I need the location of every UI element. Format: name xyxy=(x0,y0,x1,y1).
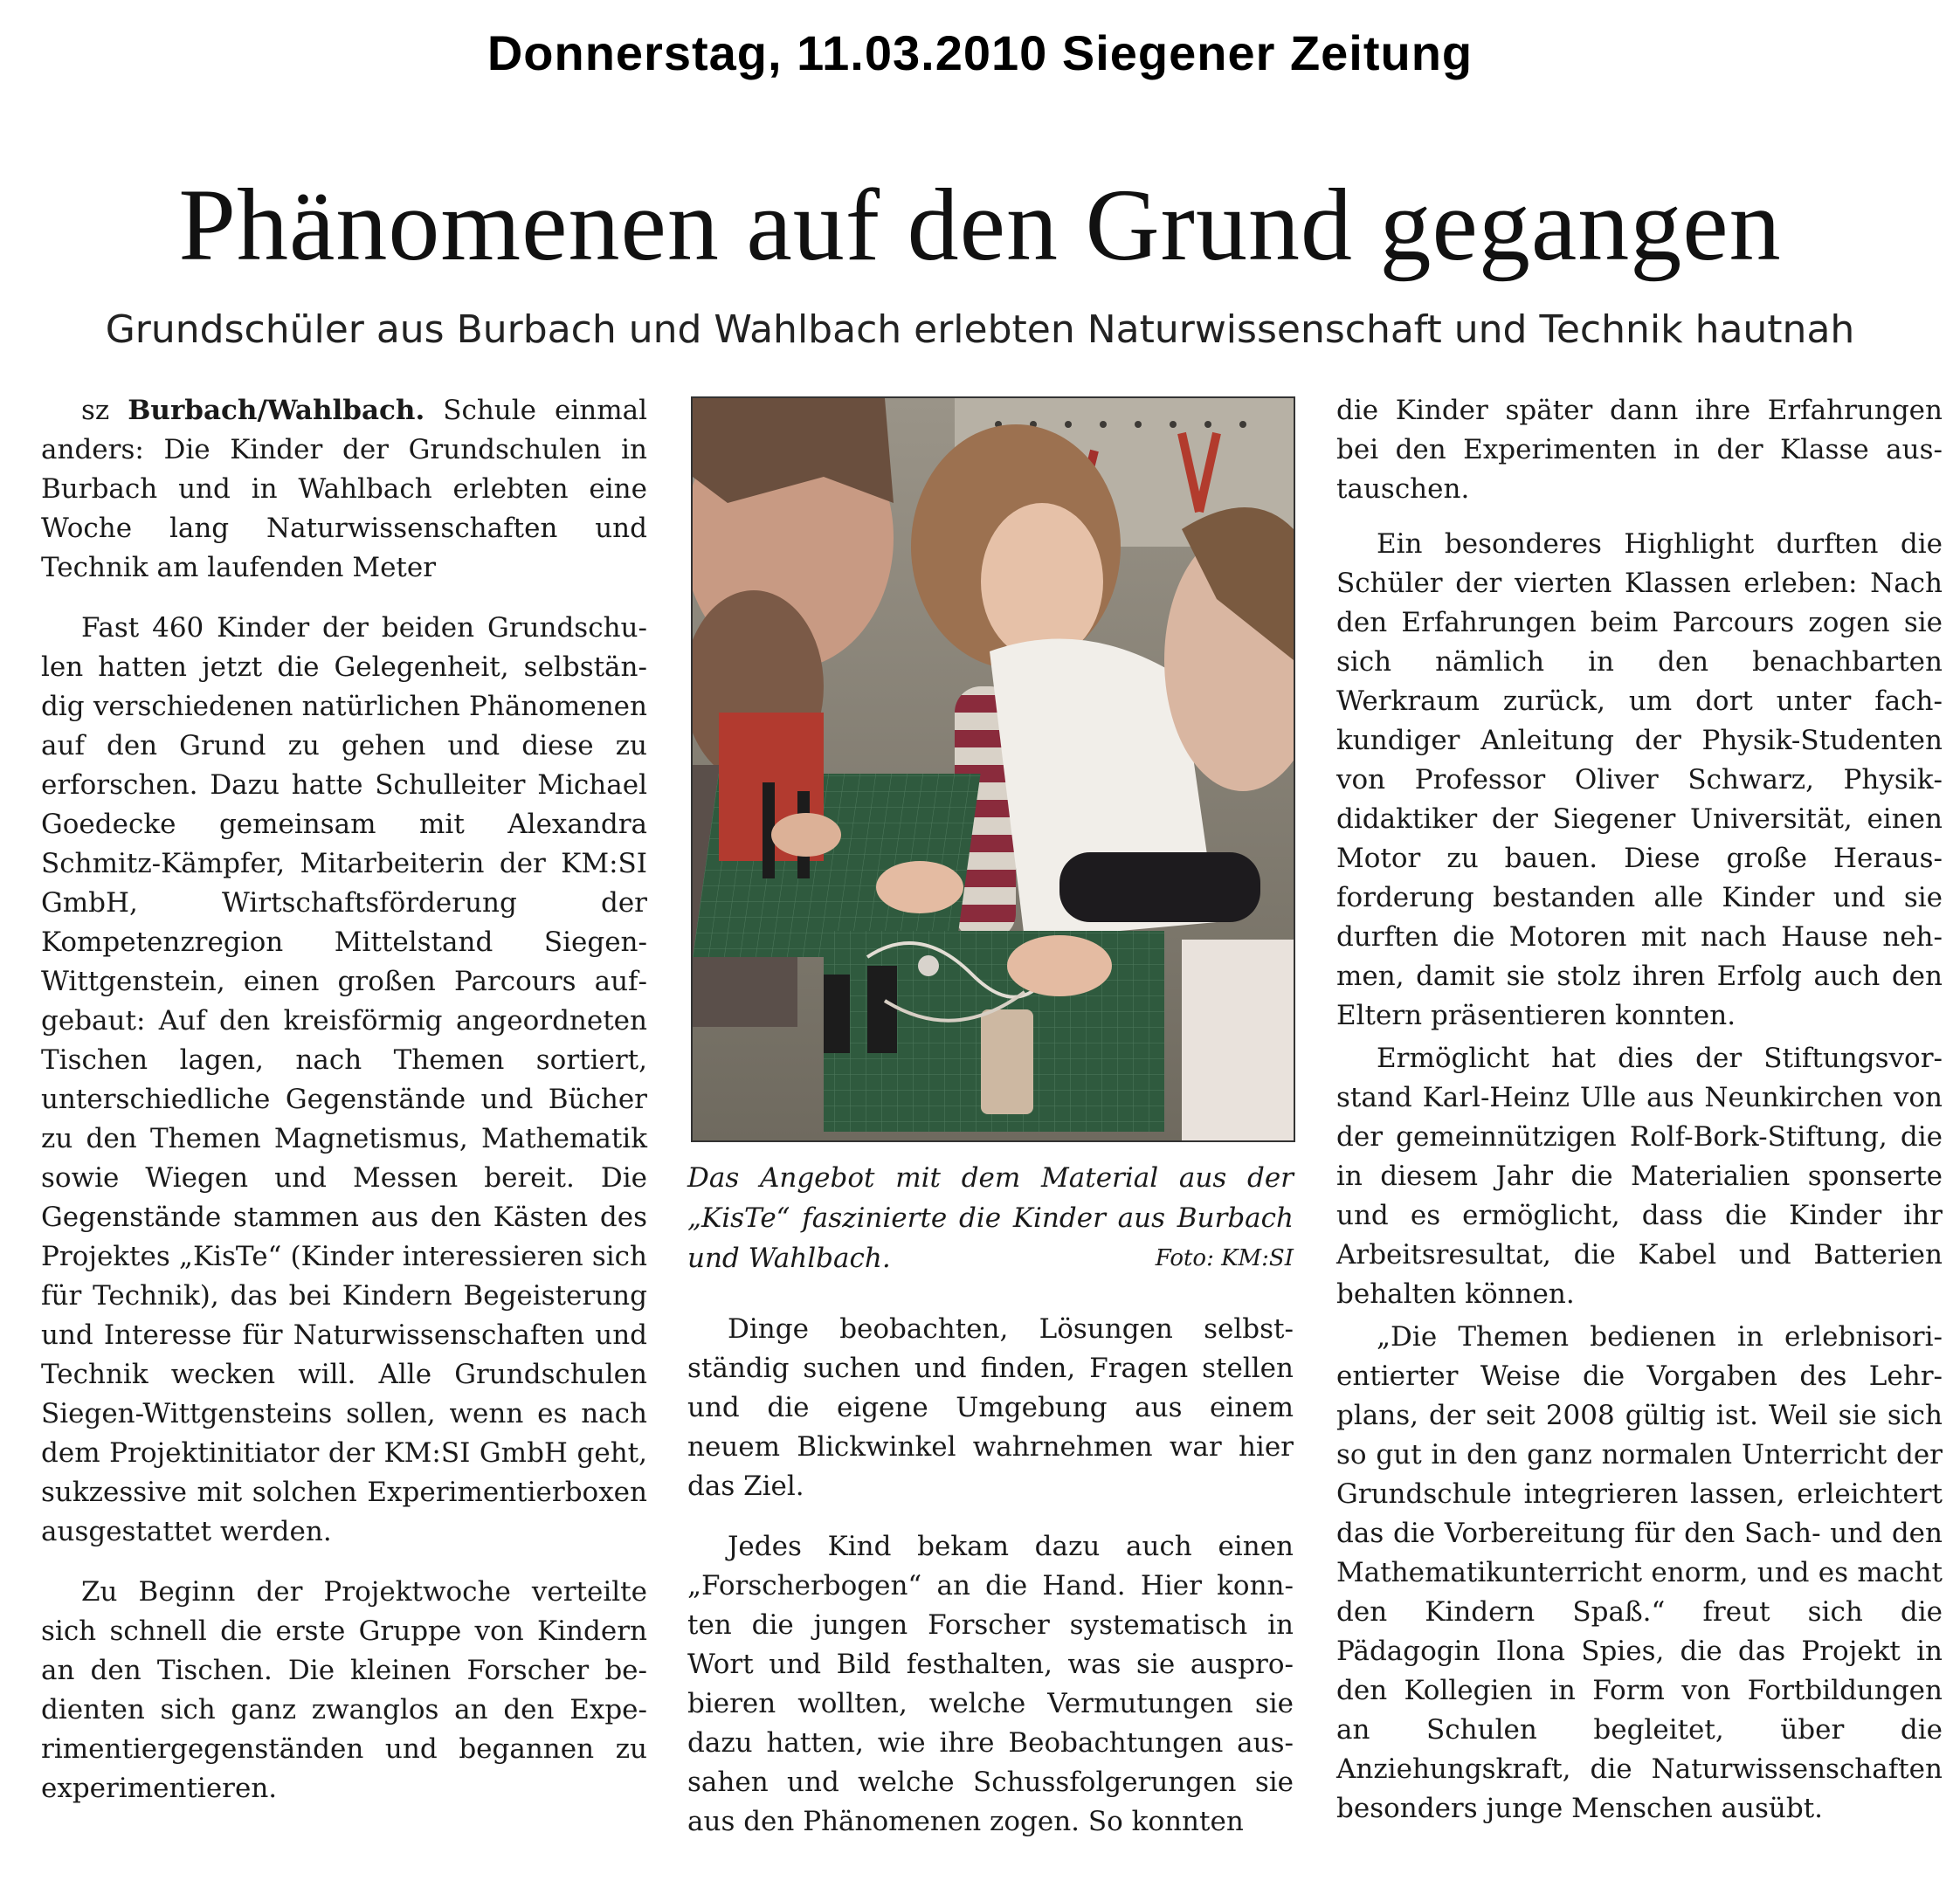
paragraph: Jedes Kind bekam dazu auch einen „Forscherbogen“ an die Hand. Hier konnten die jungen Forscher systematisch in Wort und Bild festhalten, was sie ausprobieren wollten, welche Vermutungen sie dazu hatten, wie ihre Beobachtungen aussahen und welche Schussfolgerungen sie aus den Phänomenen zogen. So konnten xyxy=(687,1531,1294,1837)
paragraph: Ermöglicht hat dies der Stiftungsvorstand Karl-Heinz Ulle aus Neunkirchen von der gemeinnützigen Rolf-Bork-Stiftung, die in diesem Jahr die Materialien sponserte und es ermöglicht, dass die Kinder ihr Arbeitsresultat, die Kabel und Batterien behalten können. xyxy=(1336,1043,1943,1310)
article-column-1 xyxy=(41,391,647,1829)
lead-text: Schule einmal anders: Die Kinder der Grundschulen in Burbach und in Wahlbach erlebten eine Woche lang Naturwissenschaften und Technik am laufenden Meter xyxy=(41,395,647,583)
article-column-2 xyxy=(687,1310,1294,1863)
article-lead xyxy=(41,391,647,588)
photo-caption-text: Das Angebot mit dem Material aus der „KisTe“ faszinierte die Kinder aus Burbach und Wahlbach. xyxy=(687,1162,1294,1274)
children-experimenting-photo xyxy=(693,398,1294,1140)
paragraph: Zu Beginn der Projektwoche verteilte sich schnell die erste Gruppe von Kindern an den Tischen. Die kleinen Forscher bedienten sich ganz zwanglos an den Experimentiergegenständen und begannen zu experimentieren. xyxy=(41,1576,647,1804)
paragraph: Fast 460 Kinder der beiden Grundschulen hatten jetzt die Gelegenheit, selbständig verschiedenen natürlichen Phänomenen auf den Grund zu gehen und diese zu erforschen. Dazu hatte Schulleiter Michael Goedecke gemeinsam mit Alexandra Schmitz-Kämpfer, Mitarbeiterin der KM:SI GmbH, Wirtschaftsförderung der Kompetenzregion Mittelstand Siegen-Wittgenstein, einen großen Parcours aufgebaut: Auf den kreisförmig angeordneten Tischen lagen, nach Themen sortiert, unterschiedliche Gegenstände und Bücher zu den Themen Magnetismus, Mathematik sowie Wiegen und Messen bereit. Die Gegenstände stammen aus den Kästen des Projektes „KisTe“ (Kinder interessieren sich für Technik), das bei Kindern Begeisterung und Interesse für Naturwissenschaften und Technik wecken will. Alle Grundschulen Siegen-Wittgensteins sollen, wenn es nach dem Projektinitiator der KM:SI GmbH geht, sukzessive mit solchen Experimentierboxen ausgestattet werden. xyxy=(41,612,647,1547)
dateline-prefix: sz xyxy=(81,395,128,426)
paragraph: Ein besonderes Highlight durften die Schüler der vierten Klassen erleben: Nach den Erfahrungen beim Parcours zogen sie sich nämlich in den benachbarten Werkraum zurück, um dort unter fachkundiger Anleitung der Physik-Studenten von Professor Oliver Schwarz, Physikdidaktiker der Siegener Universität, einen Motor zu bauen. Diese große Herausforderung bestanden alle Kinder und sie durften die Motoren mit nach Hause nehmen, damit sie stolz ihren Erfolg auch den Eltern präsentieren konnten. xyxy=(1336,528,1943,1031)
paragraph: die Kinder später dann ihre Erfahrungen bei den Experimenten in der Klasse austauschen. xyxy=(1336,395,1943,505)
photo-caption xyxy=(687,1158,1294,1278)
article-column-3 xyxy=(1336,391,1943,1832)
photo-credit: Foto: KM:SI xyxy=(1155,1245,1294,1271)
paragraph: „Die Themen bedienen in erlebnisorientierter Weise die Vorgaben des Lehrplans, der seit 2008 gültig ist. Weil sie sich so gut in den ganz normalen Unterricht der Grundschule integrieren lassen, erleichtert das die Vorbereitung für den Sach- und den Mathematikunterricht enorm, und es macht den Kindern Spaß.“ freut sich die Pädagogin Ilona Spies, die das Projekt in den Kollegien in Form von Fortbildungen an Schulen begleitet, über die Anziehungskraft, die Naturwissenschaften besonders junge Menschen ausübt. xyxy=(1336,1321,1943,1824)
dateline-place: Burbach/Wahlbach. xyxy=(128,395,425,426)
paragraph: Dinge beobachten, Lösungen selbstständig suchen und finden, Fragen stellen und die eigene Umgebung aus einem neuem Blickwinkel wahrnehmen war hier das Ziel. xyxy=(687,1313,1294,1502)
newspaper-date-header: Donnerstag, 11.03.2010 Siegener Zeitung xyxy=(487,25,1473,80)
article-subheadline: Grundschüler aus Burbach und Wahlbach erlebten Naturwissenschaft und Technik hautnah xyxy=(105,307,1855,352)
article-photo xyxy=(691,396,1295,1142)
article-headline: Phänomenen auf den Grund gegangen xyxy=(178,168,1782,282)
